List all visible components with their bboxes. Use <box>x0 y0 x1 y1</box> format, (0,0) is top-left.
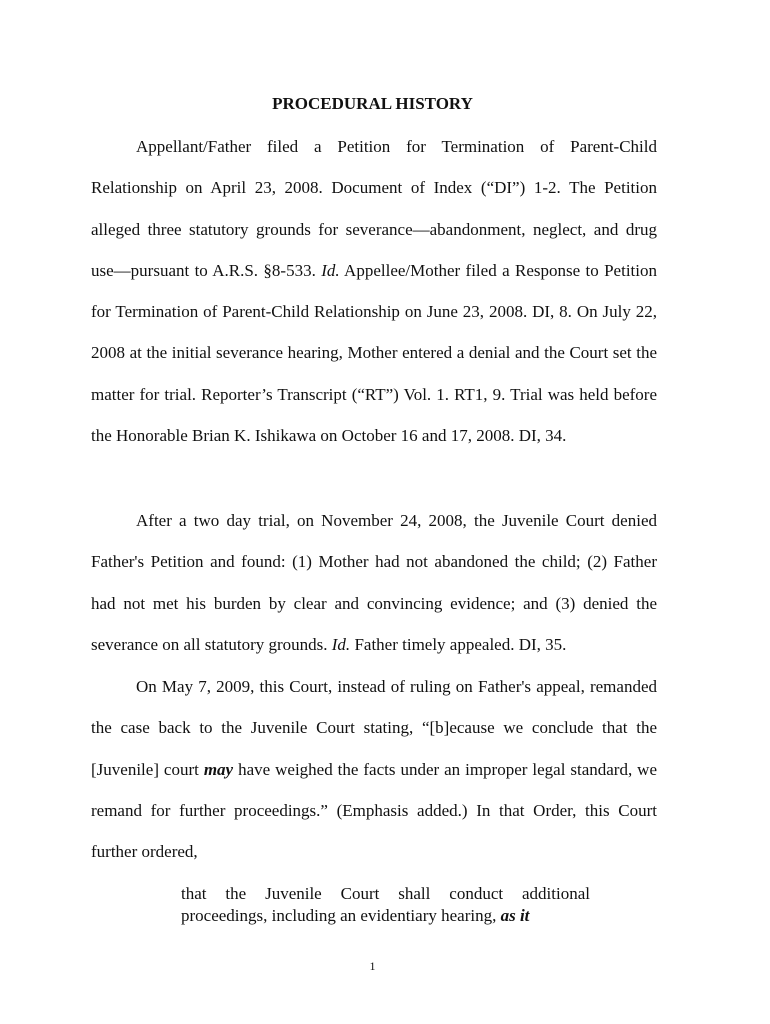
citation-id: Id. <box>321 260 340 280</box>
emphasis-may: may <box>203 759 234 779</box>
quote-text: that the Juvenile Court shall conduct additional proceedings, including an evidentiary hearing, <box>181 884 590 925</box>
page-number: 1 <box>369 959 376 973</box>
section-heading: PROCEDURAL HISTORY <box>272 94 473 113</box>
paragraph-text: On May 7, 2009, this Court, instead of ruling on Father's appeal, remanded the case back to the Juvenile Court stating, “[b]ecause we conclude that the [Juvenile] court <box>91 677 657 779</box>
paragraph-text: Father timely appealed. DI, 35. <box>350 634 567 654</box>
block-quote <box>181 883 590 927</box>
paragraph-text: After a two day trial, on November 24, 2008, the Juvenile Court denied Father's Petition and found: (1) Mother had not abandoned the child; (2) Father had not met his burden by clear and convincing evidence; and (3) denied the severance on all statutory grounds. <box>91 511 657 654</box>
paragraph-remand <box>91 666 657 872</box>
paragraph-text: Appellant/Father filed a Petition for Termination of Parent-Child Relationship on April 23, 2008. Document of Index (“DI”) 1-2. The Petition alleged three statutory grounds for severance—abandonment, neglect, and drug use—pursuant to A.R.S. §8-533. <box>91 137 657 280</box>
citation-id: Id. <box>331 634 351 654</box>
paragraph-filing-history <box>91 126 657 456</box>
paragraph-text: Appellee/Mother filed a Response to Petition for Termination of Parent-Child Relationship on June 23, 2008. DI, 8. On July 22, 2008 at the initial severance hearing, Mother entered a denial and the Court set the matter for trial. Reporter’s Transcript (“RT”) Vol. 1. RT1, 9. Trial was held before the Honorable Brian K. Ishikawa on October 16 and 17, 2008. DI, 34. <box>91 260 657 446</box>
paragraph-trial-outcome <box>91 500 657 665</box>
emphasis-as-it: as it <box>500 906 530 925</box>
paragraph-text: have weighed the facts under an improper legal standard, we remand for further proceedings.” (Emphasis added.) In that Order, this Court further ordered, <box>91 759 657 862</box>
